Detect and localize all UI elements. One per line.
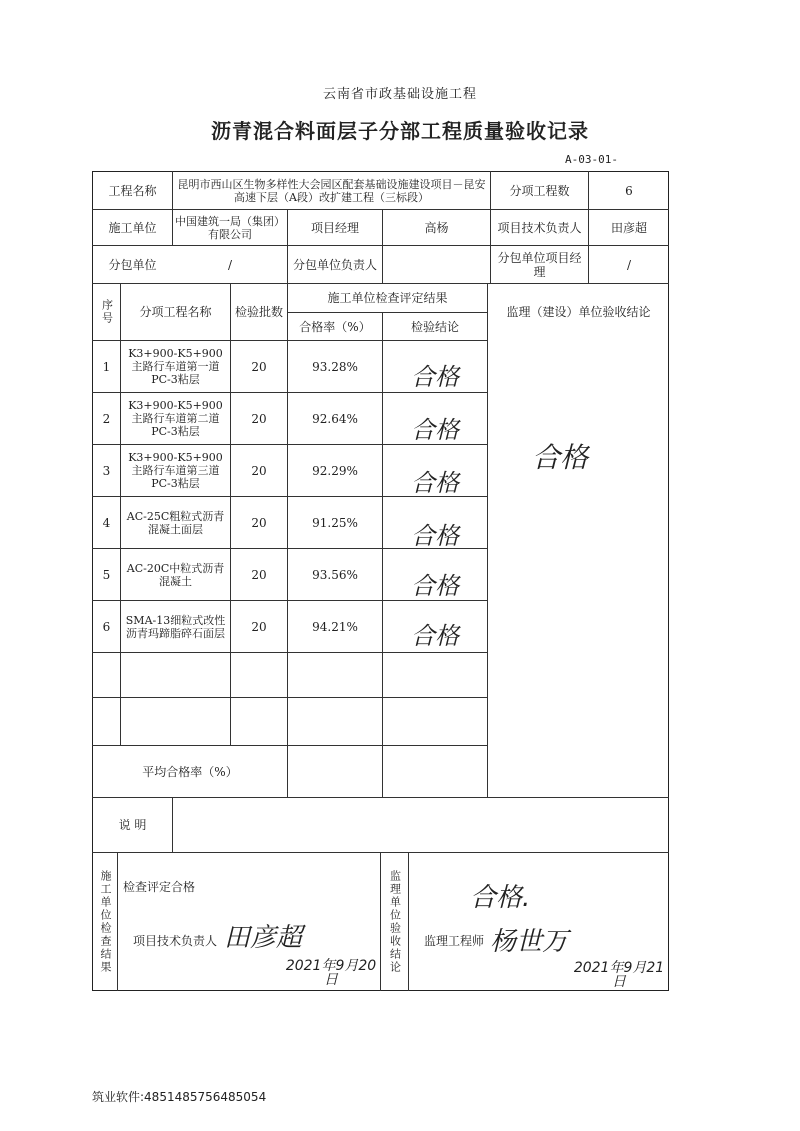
project-name-value: 昆明市西山区生物多样性大会园区配套基础设施建设项目－昆安高速下层（A段）改扩建工程（三标段）	[177, 177, 486, 204]
contractor-evaluation: 检查评定合格	[123, 880, 196, 894]
sub-pm-value: /	[626, 257, 632, 272]
row-rate: 93.56%	[312, 567, 358, 582]
supervisor-person-label: 监理工程师	[424, 934, 485, 948]
row-seq: 2	[102, 411, 111, 426]
row-batches: 20	[251, 619, 267, 634]
supervisor-date: 2021年9月21日	[573, 960, 665, 990]
row-seq: 5	[102, 567, 111, 582]
supervision-result: 合格	[531, 441, 588, 474]
tech-lead-label: 项目技术负责人	[497, 220, 582, 235]
row-name: K3+900-K5+900主路行车道第三道PC-3粘层	[128, 451, 223, 490]
contractor-person-label: 项目技术负责人	[133, 934, 218, 948]
col-batches-header: 检验批数	[234, 305, 283, 319]
row-rate: 94.21%	[312, 619, 358, 634]
row-name: AC-20C中粒式沥青混凝土	[126, 561, 225, 588]
subcontractor-value: /	[227, 257, 233, 272]
sub-count-value: 6	[625, 183, 633, 198]
row-batches: 20	[251, 515, 267, 530]
row-conclusion: 合格	[411, 469, 459, 497]
project-name-label: 工程名称	[108, 183, 157, 198]
supervisor-side-label: 监理单位验收结论	[388, 870, 402, 974]
row-batches: 20	[251, 359, 267, 374]
supervisor-signature: 杨世万	[490, 927, 569, 957]
sub-lead-label: 分包单位负责人	[292, 257, 377, 272]
row-conclusion: 合格	[411, 622, 459, 650]
software-footer: 筑业软件:4851485756485054	[92, 1090, 267, 1104]
row-conclusion: 合格	[411, 572, 459, 600]
sub-lead-value	[383, 246, 490, 283]
pm-label: 项目经理	[310, 220, 359, 235]
contractor-signature: 田彦超	[224, 923, 303, 953]
row-conclusion: 合格	[411, 522, 459, 550]
subcontractor-label: 分包单位	[108, 257, 157, 272]
row-seq: 3	[102, 463, 111, 478]
sub-count-label: 分项工程数	[509, 183, 570, 198]
row-seq: 4	[102, 515, 111, 530]
contractor-side-label: 施工单位检查结果	[99, 870, 112, 974]
row-rate: 91.25%	[312, 515, 358, 530]
tech-lead-value: 田彦超	[610, 220, 647, 235]
col-seq-header: 序号	[100, 299, 114, 325]
document-title: 沥青混合料面层子分部工程质量验收记录	[211, 119, 589, 143]
row-seq: 1	[102, 359, 111, 374]
notes-label: 说 明	[118, 818, 147, 832]
row-name: K3+900-K5+900主路行车道第二道PC-3粘层	[128, 399, 223, 438]
col-name-header: 分项工程名称	[139, 305, 212, 319]
row-rate: 92.29%	[312, 463, 358, 478]
row-batches: 20	[251, 463, 267, 478]
row-rate: 92.64%	[312, 411, 358, 426]
row-batches: 20	[251, 411, 267, 426]
col-supervision-header: 监理（建设）单位验收结论	[506, 305, 651, 319]
row-name: K3+900-K5+900主路行车道第一道PC-3粘层	[128, 347, 223, 386]
sub-pm-label: 分包单位项目经理	[497, 250, 582, 279]
row-rate: 93.28%	[312, 359, 358, 374]
contractor-label: 施工单位	[108, 220, 157, 235]
col-rate-header: 合格率（%）	[299, 319, 371, 334]
row-conclusion: 合格	[411, 363, 459, 391]
row-name: SMA-13细粒式改性沥青玛蹄脂碎石面层	[125, 613, 226, 640]
row-batches: 20	[251, 567, 267, 582]
contractor-value: 中国建筑一局（集团）有限公司	[175, 214, 285, 241]
col-conclusion-header: 检验结论	[410, 319, 459, 334]
row-conclusion: 合格	[411, 416, 459, 444]
row-name: AC-25C粗粒式沥青混凝土面层	[126, 509, 225, 536]
pm-value: 高杨	[424, 220, 449, 235]
supervisor-evaluation: 合格.	[470, 883, 531, 913]
row-seq: 6	[102, 619, 111, 634]
average-rate-label: 平均合格率（%）	[142, 764, 238, 779]
col-group-header: 施工单位检查评定结果	[327, 291, 448, 305]
document-supertitle: 云南省市政基础设施工程	[322, 87, 477, 102]
contractor-date: 2021年9月20日	[285, 958, 377, 988]
form-number: A-03-01-	[565, 153, 618, 166]
